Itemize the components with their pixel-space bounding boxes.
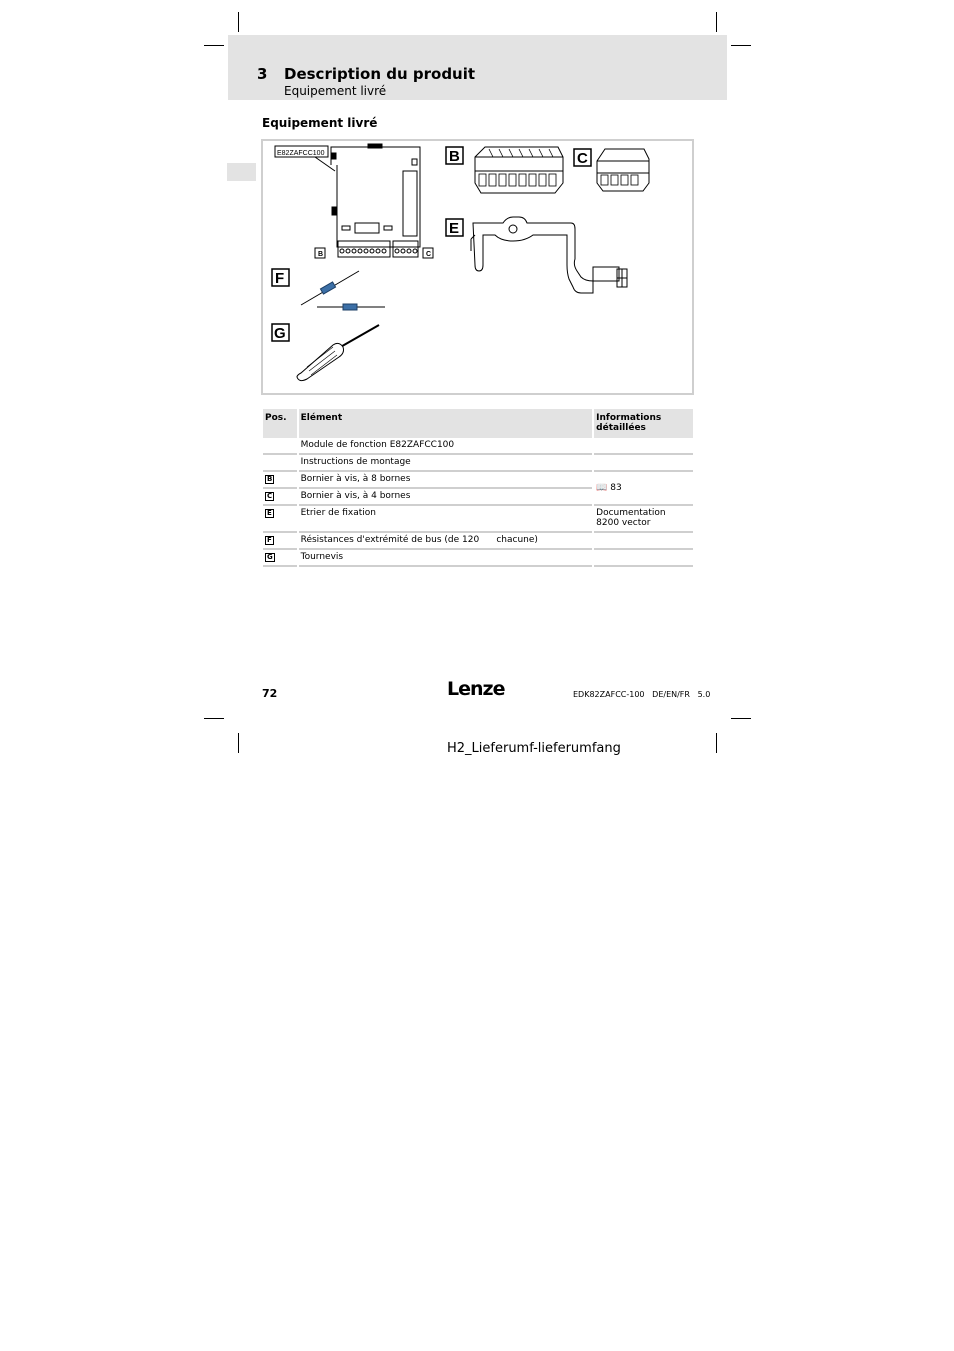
terminal-block-8-drawing xyxy=(475,147,563,193)
crop-mark xyxy=(204,45,224,46)
side-tab-marker xyxy=(227,163,256,181)
row-element: Bornier à vis, à 8 bornes xyxy=(299,472,593,489)
pos-marker-b: B xyxy=(267,475,273,483)
row-pos xyxy=(263,550,297,567)
page-reference: 83 xyxy=(610,482,622,493)
table-header-row xyxy=(263,409,693,438)
row-pos xyxy=(263,533,297,550)
chapter-number: 3 xyxy=(257,65,268,83)
table-row xyxy=(263,438,693,455)
module-label: E82ZAFCC100 xyxy=(277,150,325,157)
pos-marker-c: C xyxy=(267,492,273,500)
row-info xyxy=(594,438,693,455)
table-row xyxy=(263,506,693,533)
row-element: Tournevis xyxy=(299,550,593,567)
figure-label-f: F xyxy=(275,270,285,287)
row-element: Instructions de montage xyxy=(299,455,593,472)
row-element: Etrier de fixation xyxy=(299,506,593,533)
table-row xyxy=(263,472,693,489)
pos-marker-f: F xyxy=(267,536,272,544)
row-pos xyxy=(263,506,297,533)
pos-marker-e: E xyxy=(267,509,272,517)
figure-label-c: C xyxy=(577,150,588,167)
row-element: Bornier à vis, à 4 bornes xyxy=(299,489,593,506)
module-terminal-holes xyxy=(340,249,417,253)
table-row xyxy=(263,533,693,550)
pos-marker-g: G xyxy=(267,553,273,561)
header-info: Informations détaillées xyxy=(594,409,693,438)
mounting-bracket-drawing xyxy=(471,217,627,293)
crop-mark xyxy=(204,718,224,719)
function-module-drawing xyxy=(275,144,433,258)
chapter-subtitle: Equipement livré xyxy=(284,84,387,98)
row-pos xyxy=(263,472,297,489)
chapter-title: Description du produit xyxy=(284,65,476,83)
row-info xyxy=(594,533,693,550)
row-info-merged xyxy=(594,472,693,506)
row-info: Documentation 8200 vector xyxy=(594,506,693,533)
book-icon: 📖 xyxy=(596,482,608,493)
table-row xyxy=(263,455,693,472)
header-pos: Pos. xyxy=(263,409,297,438)
section-title: Equipement livré xyxy=(262,116,378,130)
crop-mark xyxy=(238,733,239,753)
module-label-b: B xyxy=(318,251,324,258)
figure-label-g: G xyxy=(274,325,286,342)
crop-mark xyxy=(716,733,717,753)
crop-mark xyxy=(716,12,717,32)
delivery-figure xyxy=(261,139,694,395)
lenze-logo: Lenze xyxy=(447,678,505,700)
delivery-table xyxy=(261,409,695,567)
bus-termination-resistors-drawing xyxy=(301,271,385,310)
delivery-illustration xyxy=(263,141,692,393)
table-row xyxy=(263,550,693,567)
row-element: Module de fonction E82ZAFCC100 xyxy=(299,438,593,455)
figure-label-e: E xyxy=(449,220,460,237)
crop-mark xyxy=(731,718,751,719)
figure-label-b: B xyxy=(449,148,460,165)
screwdriver-drawing xyxy=(297,325,379,381)
row-info xyxy=(594,550,693,567)
crop-mark xyxy=(731,45,751,46)
header-element: Elément xyxy=(299,409,593,438)
row-pos xyxy=(263,438,297,455)
crop-mark xyxy=(238,12,239,32)
page-number: 72 xyxy=(262,687,278,700)
row-element: Résistances d'extrémité de bus (de 120 chacune) xyxy=(299,533,593,550)
row-info xyxy=(594,455,693,472)
terminal-block-4-drawing xyxy=(597,149,649,191)
module-label-c: C xyxy=(426,251,432,258)
document-reference: EDK82ZAFCC-100 DE/EN/FR 5.0 xyxy=(573,690,711,699)
file-label: H2_Lieferumf-lieferumfang xyxy=(447,741,621,756)
row-pos xyxy=(263,455,297,472)
row-pos xyxy=(263,489,297,506)
